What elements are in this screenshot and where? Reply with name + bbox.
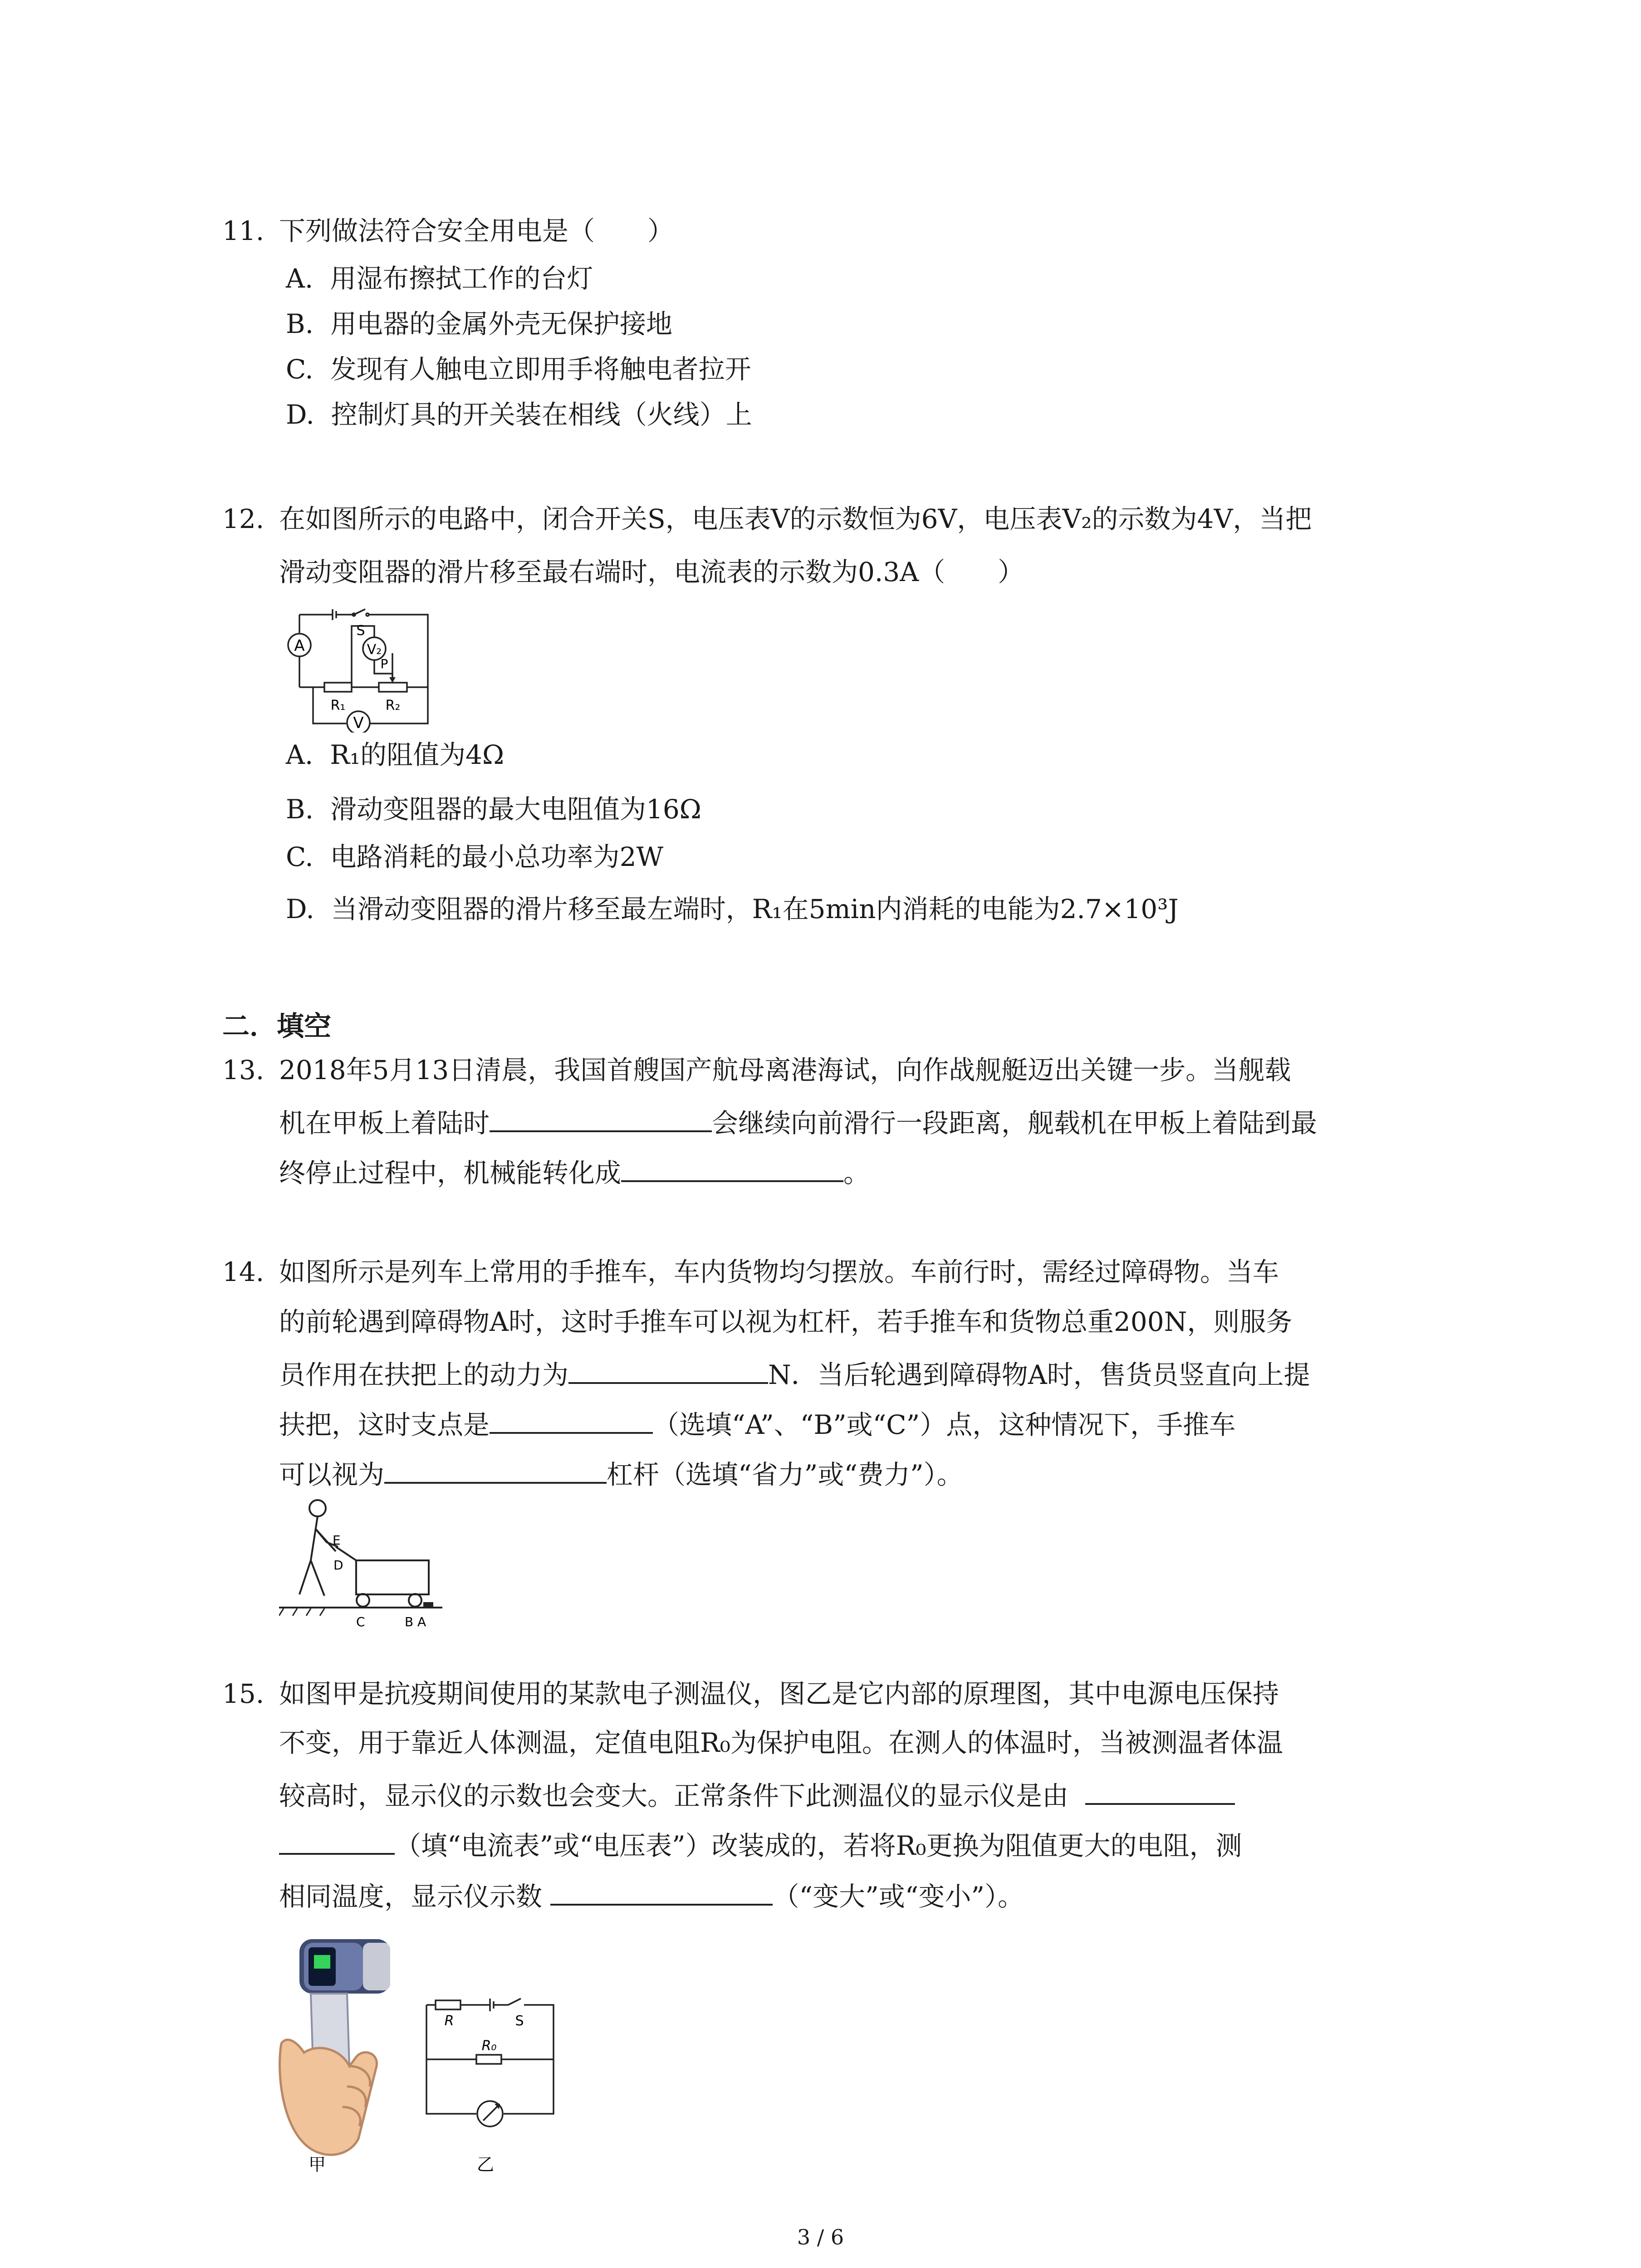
question-stem-line	[279, 1108, 1318, 1139]
question-stem-line: 滑动变阻器的滑片移至最右端时，电流表的示数为0.3A（ ）	[279, 557, 1024, 587]
text-segment: 较高时，显示仪的示数也会变大。正常条件下此测温仪的显示仪是由	[279, 1780, 1069, 1811]
question-stem-line	[279, 1359, 1310, 1388]
option-letter: B.	[286, 794, 314, 825]
slider-label: P	[380, 656, 388, 671]
option-d	[286, 896, 1179, 922]
option-text: R₁的阻值为4Ω	[330, 739, 505, 770]
option-letter: C.	[286, 841, 314, 872]
text-segment: 。	[843, 1158, 870, 1188]
question-number: 11.	[222, 215, 265, 246]
switch-label: S	[356, 623, 365, 639]
question-number: 13.	[222, 1055, 265, 1085]
answer-blank[interactable]	[490, 1108, 712, 1132]
answer-blank[interactable]	[384, 1459, 607, 1484]
ammeter-label: A	[294, 637, 305, 655]
text-segment: 会继续向前滑行一段距离，舰载机在甲板上着陆到最	[712, 1108, 1318, 1139]
label-b: B	[405, 1614, 414, 1628]
option-text: 用电器的金属外壳无保护接地	[330, 308, 672, 339]
option-letter: B.	[286, 308, 314, 339]
text-segment: 终停止过程中，机械能转化成	[279, 1158, 622, 1188]
answer-blank[interactable]	[568, 1359, 768, 1384]
text-segment: 扶把，这时支点是	[279, 1409, 490, 1440]
answer-blank[interactable]	[550, 1881, 773, 1906]
question-stem-line	[279, 1459, 963, 1488]
option-text: 控制灯具的开关装在相线（火线）上	[331, 399, 752, 430]
page-number: 3 / 6	[797, 2225, 844, 2249]
text-segment: （“变大”或“变小”）。	[773, 1881, 1024, 1912]
option-letter: A.	[286, 263, 314, 294]
option-a	[286, 265, 593, 292]
text-segment: 杠杆（选填“省力”或“费力”）。	[607, 1459, 963, 1490]
option-letter: C.	[286, 354, 314, 385]
text-segment: （填“电流表”或“电压表”）改装成的，若将R₀更换为阻值更大的电阻，测	[395, 1830, 1242, 1861]
trolley-lever-diagram	[279, 1497, 442, 1628]
question-stem-line: 如图甲是抗疫期间使用的某款电子测温仪，图乙是它内部的原理图，其中电源电压保持	[279, 1678, 1279, 1709]
figure-label-yi: 乙	[476, 2155, 495, 2175]
question-stem-line: 不变，用于靠近人体测温，定值电阻R₀为保护电阻。在测人的体温时，当被测温者体温	[279, 1727, 1283, 1758]
option-letter: A.	[286, 739, 314, 770]
question-number: 15.	[222, 1678, 265, 1709]
thermometer-gun-illustration	[272, 1930, 404, 2175]
option-c	[286, 841, 664, 872]
question-stem-line	[279, 1780, 1235, 1809]
option-letter: D.	[286, 399, 314, 430]
text-segment: 机在甲板上着陆时	[279, 1108, 490, 1139]
question-number: 14.	[222, 1256, 265, 1287]
option-letter: D.	[286, 894, 314, 924]
question-stem-line	[279, 1881, 1024, 1910]
option-b	[286, 794, 701, 825]
r2-label: R₂	[385, 698, 401, 714]
text-segment: 可以视为	[279, 1459, 385, 1490]
answer-blank[interactable]	[1085, 1780, 1235, 1805]
label-s: S	[515, 2013, 524, 2029]
question-stem-line	[279, 1158, 870, 1186]
option-text: 电路消耗的最小总功率为2W	[330, 841, 664, 872]
label-c: C	[356, 1614, 365, 1628]
question-number: 12.	[222, 503, 265, 534]
voltmeter-label: V	[353, 714, 364, 732]
answer-blank[interactable]	[490, 1409, 653, 1434]
figure-label-jia: 甲	[309, 2155, 326, 2175]
option-text: 用湿布擦拭工作的台灯	[330, 263, 593, 294]
label-r0: R₀	[481, 2038, 497, 2054]
label-e: E	[333, 1533, 341, 1548]
text-segment: N．当后轮遇到障碍物A时，售货员竖直向上提	[768, 1359, 1310, 1390]
question-stem-line: 的前轮遇到障碍物A时，这时手推车可以视为杠杆，若手推车和货物总重200N，则服务	[279, 1306, 1293, 1337]
question-stem-line	[279, 1830, 1242, 1859]
section-heading: 二．填空	[222, 1011, 331, 1042]
thermometer-circuit-diagram	[417, 1987, 572, 2177]
question-stem-line: 在如图所示的电路中，闭合开关S，电压表V的示数恒为6V，电压表V₂的示数为4V，当把	[279, 503, 1312, 534]
text-segment: （选填“A”、“B”或“C”）点，这种情况下，手推车	[653, 1409, 1236, 1440]
option-c	[286, 354, 751, 385]
option-text: 滑动变阻器的最大电阻值为16Ω	[330, 794, 701, 825]
question-stem-line: 如图所示是列车上常用的手推车，车内货物均匀摆放。车前行时，需经过障碍物。当车	[279, 1256, 1279, 1287]
question-stem-line	[279, 1409, 1235, 1438]
option-d	[286, 401, 752, 428]
option-text: 发现有人触电立即用手将触电者拉开	[330, 354, 751, 385]
text-segment: 员作用在扶把上的动力为	[279, 1359, 569, 1390]
r1-label: R₁	[330, 698, 346, 714]
option-a	[286, 739, 505, 770]
text-segment: 相同温度，显示仪示数	[279, 1881, 543, 1912]
question-stem-line: 2018年5月13日清晨，我国首艘国产航母离港海试，向作战舰艇迈出关键一步。当舰载	[279, 1055, 1291, 1085]
label-d: D	[333, 1558, 343, 1573]
option-b	[286, 308, 672, 339]
label-r: R	[444, 2013, 454, 2029]
question-stem: 下列做法符合安全用电是（ ）	[279, 215, 674, 246]
label-a: A	[417, 1614, 426, 1628]
option-text: 当滑动变阻器的滑片移至最左端时，R₁在5min内消耗的电能为2.7×10³J	[331, 894, 1179, 924]
answer-blank[interactable]	[621, 1158, 843, 1182]
answer-blank[interactable]	[279, 1830, 395, 1855]
circuit-diagram-q12	[279, 601, 447, 733]
v2-label: V₂	[367, 642, 382, 658]
